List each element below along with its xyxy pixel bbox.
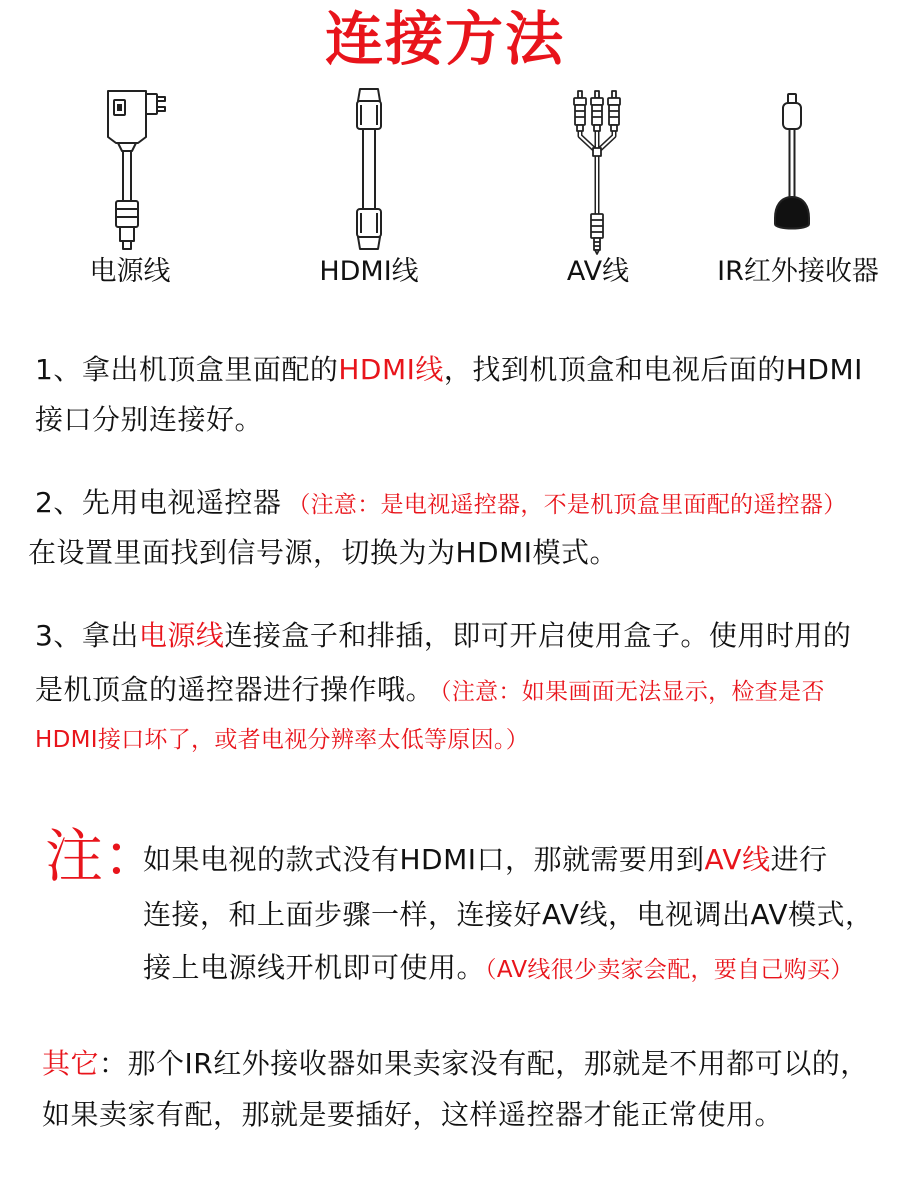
step-3-text-b: 连接盒子和排插，即可开启使用盒子。使用时用的 [224, 619, 852, 652]
cable-label-ir: IR红外接收器 [717, 256, 879, 287]
step-2-text-a: 2、先用电视遥控器 [35, 486, 282, 519]
step-3-note-part-2: HDMI接口坏了，或者电视分辨率太低等原因。） [35, 727, 530, 753]
note-line-3 [143, 950, 854, 988]
step-3-line-1 [35, 618, 851, 654]
step-3-note-part-1: （注意：如果画面无法显示，检查是否 [440, 679, 825, 705]
note-remark: （AV线很少卖家会配，要自己购买） [485, 957, 854, 983]
note-line-1 [143, 842, 828, 878]
av-cable-icon [565, 88, 630, 256]
cable-label-hdmi: HDMI线 [319, 256, 419, 287]
hdmi-cable-icon [350, 85, 390, 255]
step-2-note: （注意：是电视遥控器，不是机顶盒里面配的遥控器） [287, 492, 847, 518]
step-1-highlight: HDMI线 [338, 353, 444, 386]
note-text-b: 进行 [770, 843, 828, 876]
step-1-line-2: 接口分别连接好。 [35, 403, 264, 436]
note-text-c: 接上电源线开机即可使用。 [143, 951, 486, 984]
ir-receiver-icon [770, 90, 815, 235]
power-cable-icon [100, 85, 175, 255]
note-line-2: 连接，和上面步骤一样，连接好AV线，电视调出AV模式， [143, 898, 874, 931]
step-3-text-a: 3、拿出 [35, 619, 139, 652]
step-2-line-2: 在设置里面找到信号源，切换为为HDMI模式。 [28, 536, 619, 569]
other-label: 其它 [42, 1047, 100, 1080]
other-line-2: 如果卖家有配，那就是要插好，这样遥控器才能正常使用。 [42, 1098, 784, 1131]
cable-label-av: AV线 [566, 256, 630, 287]
note-highlight: AV线 [704, 843, 771, 876]
other-line-1 [42, 1046, 869, 1082]
step-3-text-c: 是机顶盒的遥控器进行操作哦。 [35, 673, 435, 706]
note-label: 注： [45, 822, 162, 890]
cable-label-power: 电源线 [89, 256, 171, 287]
step-2-line-1 [35, 485, 847, 523]
step-1-text-a: 1、拿出机顶盒里面配的 [35, 353, 339, 386]
step-1-text-b: ，找到机顶盒和电视后面的HDMI [443, 353, 863, 386]
step-3-highlight: 电源线 [138, 619, 225, 652]
page-title: 连接方法 [324, 5, 565, 73]
note-text-a: 如果电视的款式没有HDMI口，那就需要用到 [143, 843, 705, 876]
step-3-line-2 [35, 672, 825, 710]
step-1-line-1 [35, 352, 863, 388]
other-text-a: ：那个IR红外接收器如果卖家没有配，那就是不用都可以的， [99, 1047, 869, 1080]
